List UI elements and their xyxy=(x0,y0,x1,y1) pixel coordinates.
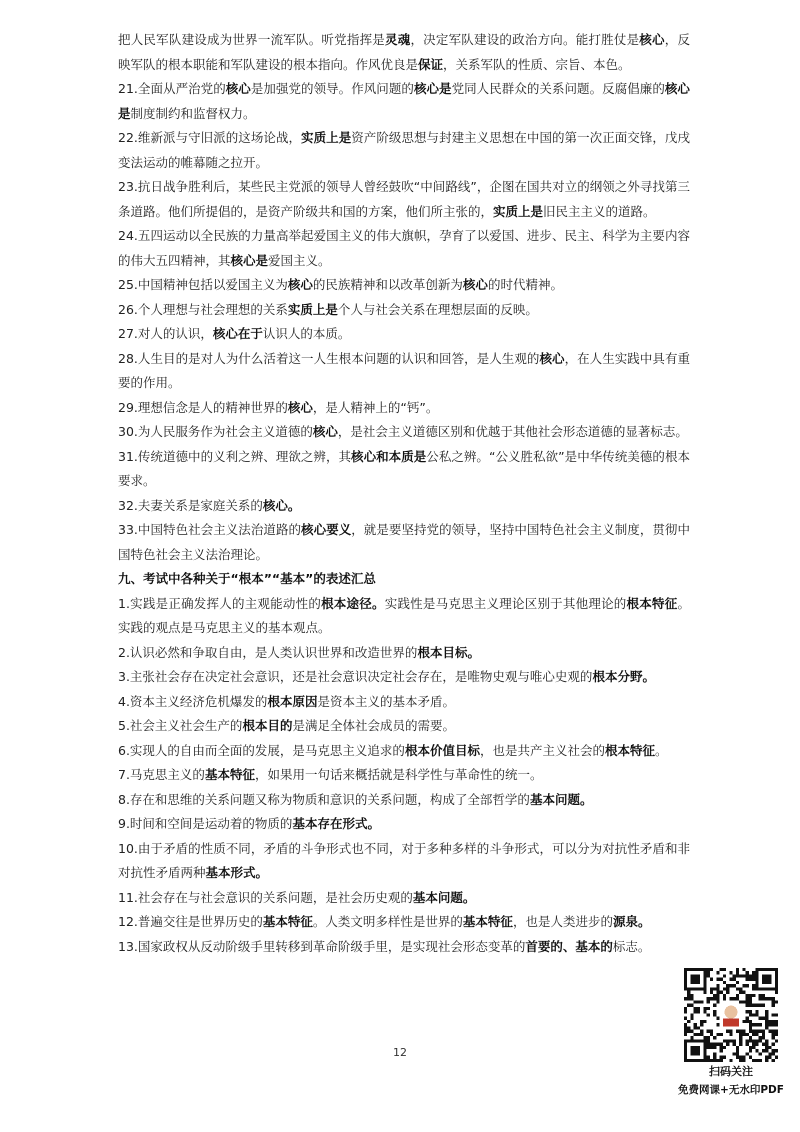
body-text: ，也是人类进步的 xyxy=(512,914,613,929)
avatar-face-icon xyxy=(725,1006,738,1019)
body-text: ，是人精神上的“钙”。 xyxy=(312,399,439,415)
body-text: 认识人的本质。 xyxy=(262,326,351,341)
body-text: ，关系军队的性质、宗旨、本色。 xyxy=(443,56,631,72)
list-item xyxy=(118,837,690,886)
emphasis-text: 核心 xyxy=(462,277,488,292)
emphasis-text: 基本问题。 xyxy=(529,791,593,807)
body-text: 个人与社会关系在理想层面的反映。 xyxy=(337,301,538,317)
emphasis-text: 核心在于 xyxy=(212,326,263,341)
list-item xyxy=(118,28,690,77)
list-item xyxy=(118,77,690,126)
body-text: 11.社会存在与社会意识的关系问题，是社会历史观的 xyxy=(118,889,413,905)
body-text: 九、考试中各种关于“根本”“基本”的表述汇总 xyxy=(118,571,376,586)
body-text: 7.马克思主义的 xyxy=(118,767,205,782)
emphasis-text: 根本目的 xyxy=(242,718,293,733)
body-text: 28.人生目的是对人为什么活着这一人生根本问题的认识和回答，是人生观的 xyxy=(118,350,540,366)
list-item xyxy=(118,322,690,347)
body-text: 25.中国精神包括以爱国主义为 xyxy=(118,277,288,292)
body-text: 23.抗日战争胜利后，某些民主党派的领导人曾经鼓吹“中间路线”，企图在国共对立的纲领之外寻找第三条道路。他们所提倡的，是资产阶级共和国的方案，他们所主张的， xyxy=(118,179,690,219)
list-item xyxy=(118,445,690,494)
emphasis-text: 实质上是 xyxy=(287,301,338,317)
list-item xyxy=(118,592,690,641)
list-item xyxy=(118,126,690,175)
avatar-body-icon xyxy=(723,1019,739,1027)
emphasis-text: 根本价值目标 xyxy=(404,742,480,758)
emphasis-text: 基本形式。 xyxy=(205,865,269,880)
body-text: 是资本主义的基本矛盾。 xyxy=(317,693,455,709)
list-item xyxy=(118,273,690,298)
list-item xyxy=(118,763,690,788)
body-text: 3.主张社会存在决定社会意识，还是社会意识决定社会存在，是唯物史观与唯心史观的 xyxy=(118,669,593,684)
body-text: 。实践的观点是马克思主义的基本观点。 xyxy=(118,595,690,635)
emphasis-text: 核心。 xyxy=(262,497,301,513)
body-text: 24.五四运动以全民族的力量高举起爱国主义的伟大旗帜，孕育了以爱国、进步、民主、科学为主要内容的伟大五四精神，其 xyxy=(118,228,690,268)
emphasis-text: 核心是 xyxy=(230,252,269,268)
body-text: 6.实现人的自由而全面的发展，是马克思主义追求的 xyxy=(118,742,405,758)
body-text: 公私之辨。“公义胜私欲”是中华传统美德的根本要求。 xyxy=(118,448,690,488)
emphasis-text: 基本存在形式。 xyxy=(292,816,380,831)
emphasis-text: 实质上是 xyxy=(493,203,544,219)
body-text: ，在人生实践中具有重要的作用。 xyxy=(118,350,690,390)
emphasis-text: 根本特征 xyxy=(604,742,655,758)
body-text: 12.普遍交往是世界历史的 xyxy=(118,914,263,929)
qr-caption-follow: 扫码关注 xyxy=(709,1065,753,1078)
body-text: 33.中国特色社会主义法治道路的 xyxy=(118,522,302,537)
list-item xyxy=(118,396,690,421)
emphasis-text: 核心 xyxy=(287,277,313,292)
emphasis-text: 核心是 xyxy=(118,81,690,121)
emphasis-text: 基本问题。 xyxy=(412,889,476,905)
body-text: ，反映军队的根本职能和军队建设的根本指向。作风优良是 xyxy=(118,32,690,72)
body-text: 。人类文明多样性是世界的 xyxy=(312,914,463,929)
emphasis-text: 基本特征 xyxy=(462,914,513,929)
body-text: 的时代精神。 xyxy=(487,277,563,292)
emphasis-text: 首要的、基本的 xyxy=(525,938,613,954)
emphasis-text: 保证 xyxy=(418,56,444,72)
body-text: 制度制约和监督权力。 xyxy=(130,105,256,121)
body-text: 29.理想信念是人的精神世界的 xyxy=(118,399,288,415)
list-item xyxy=(118,714,690,739)
body-text: 30.为人民服务作为社会主义道德的 xyxy=(118,424,313,439)
body-text: 2.认识必然和争取自由，是人类认识世界和改造世界的 xyxy=(118,644,418,660)
emphasis-text: 核心和本质是 xyxy=(351,448,427,464)
emphasis-text: 核心 xyxy=(539,350,565,366)
body-text: 标志。 xyxy=(612,938,651,954)
qr-caption-offer: 免费网课+无水印PDF xyxy=(678,1084,784,1096)
list-item xyxy=(118,175,690,224)
body-text: 爱国主义。 xyxy=(268,252,331,268)
list-item xyxy=(118,494,690,519)
emphasis-text: 核心 xyxy=(287,399,313,415)
emphasis-text: 根本特征 xyxy=(626,595,678,611)
body-text: ，是社会主义道德区别和优越于其他社会形态道德的显著标志。 xyxy=(337,424,688,439)
list-item xyxy=(118,886,690,911)
body-text: 旧民主主义的道路。 xyxy=(543,203,656,219)
emphasis-text: 核心是 xyxy=(413,81,452,96)
list-item xyxy=(118,935,690,960)
body-text: 10.由于矛盾的性质不同，矛盾的斗争形式也不同，对于多种多样的斗争形式，可以分为对抗性矛盾和非对抗性矛盾两种 xyxy=(118,840,690,880)
body-text: ，就是要坚持党的领导，坚持中国特色社会主义制度，贯彻中国特色社会主义法治理论。 xyxy=(118,522,690,562)
body-text: 8.存在和思维的关系问题又称为物质和意识的关系问题，构成了全部哲学的 xyxy=(118,791,530,807)
body-text: 实践性是马克思主义理论区别于其他理论的 xyxy=(384,595,627,611)
body-text: 31.传统道德中的义利之辨、理欲之辨，其 xyxy=(118,448,352,464)
emphasis-text: 核心 xyxy=(312,424,338,439)
body-text: ，如果用一句话来概括就是科学性与革命性的统一。 xyxy=(254,767,543,782)
document-body xyxy=(118,28,690,959)
emphasis-text: 核心 xyxy=(225,81,251,96)
list-item xyxy=(118,224,690,273)
emphasis-text: 核心 xyxy=(639,32,665,47)
body-text: 是加强党的领导。作风问题的 xyxy=(250,81,414,96)
list-item xyxy=(118,518,690,567)
emphasis-text: 灵魂 xyxy=(385,32,411,47)
body-text: 21.全面从严治党的 xyxy=(118,81,226,96)
emphasis-text: 根本途径。 xyxy=(321,595,385,611)
body-text: 32.夫妻关系是家庭关系的 xyxy=(118,497,263,513)
section-heading xyxy=(118,567,690,592)
list-item xyxy=(118,690,690,715)
list-item xyxy=(118,788,690,813)
emphasis-text: 源泉。 xyxy=(612,914,651,929)
emphasis-text: 根本分野。 xyxy=(592,669,655,684)
body-text: 5.社会主义社会生产的 xyxy=(118,718,243,733)
body-text: 的民族精神和以改革创新为 xyxy=(312,277,463,292)
list-item xyxy=(118,665,690,690)
page-number: 12 xyxy=(393,1046,407,1059)
body-text: 26.个人理想与社会理想的关系 xyxy=(118,301,288,317)
body-text: 1.实践是正确发挥人的主观能动性的 xyxy=(118,595,322,611)
emphasis-text: 核心要义 xyxy=(301,522,352,537)
body-text: 。 xyxy=(654,742,668,758)
emphasis-text: 实质上是 xyxy=(301,130,352,145)
qr-code-image[interactable] xyxy=(684,968,778,1062)
body-text: 13.国家政权从反动阶级手里转移到革命阶级手里，是实现社会形态变革的 xyxy=(118,938,526,954)
list-item xyxy=(118,298,690,323)
body-text: ，也是共产主义社会的 xyxy=(479,742,605,758)
list-item xyxy=(118,812,690,837)
body-text: 4.资本主义经济危机爆发的 xyxy=(118,693,268,709)
emphasis-text: 根本目标。 xyxy=(417,644,480,660)
body-text: 9.时间和空间是运动着的物质的 xyxy=(118,816,293,831)
list-item xyxy=(118,347,690,396)
body-text: 把人民军队建设成为世界一流军队。听党指挥是 xyxy=(118,32,385,47)
body-text: ，决定军队建设的政治方向。能打胜仗是 xyxy=(410,32,640,47)
body-text: 是满足全体社会成员的需要。 xyxy=(292,718,455,733)
emphasis-text: 基本特征 xyxy=(262,914,313,929)
list-item xyxy=(118,641,690,666)
body-text: 资产阶级思想与封建主义思想在中国的第一次正面交锋，戊戌变法运动的帷幕随之拉开。 xyxy=(118,130,690,170)
body-text: 27.对人的认识， xyxy=(118,326,213,341)
list-item xyxy=(118,420,690,445)
emphasis-text: 基本特征 xyxy=(204,767,255,782)
body-text: 党同人民群众的关系问题。反腐倡廉的 xyxy=(451,81,665,96)
emphasis-text: 根本原因 xyxy=(267,693,318,709)
promo-qr-block[interactable] xyxy=(666,968,796,1098)
list-item xyxy=(118,739,690,764)
list-item xyxy=(118,910,690,935)
body-text: 22.维新派与守旧派的这场论战， xyxy=(118,130,302,145)
